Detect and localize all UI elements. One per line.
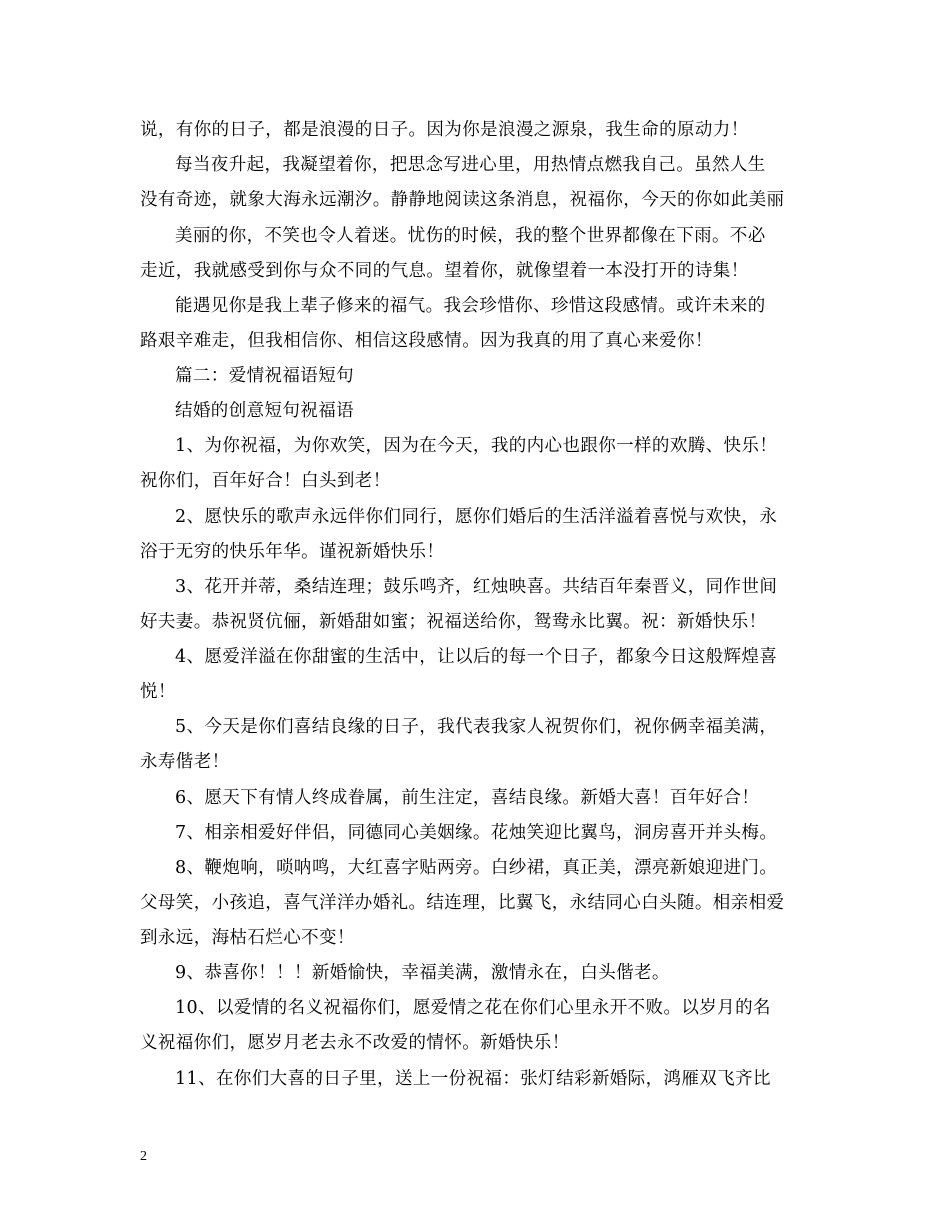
text-line: 能遇见你是我上辈子修来的福气。我会珍惜你、珍惜这段感情。或许未来的 — [175, 296, 766, 316]
page-number: 2 — [140, 1149, 147, 1164]
text-line: 每当夜升起，我凝望着你，把思念写进心里，用热情点燃我自己。虽然人生 — [175, 155, 766, 175]
text-line: 5、今天是你们喜结良缘的日子，我代表我家人祝贺你们，祝你俩幸福美满， — [175, 717, 778, 737]
text-line: 6、愿天下有情人终成眷属，前生注定，喜结良缘。新婚大喜！百年好合！ — [175, 788, 760, 808]
text-line: 美丽的你，不笑也令人着迷。忧伤的时候，我的整个世界都像在下雨。不必 — [175, 226, 766, 246]
text-line: 10、以爱情的名义祝福你们，愿爱情之花在你们心里永开不败。以岁月的名 — [175, 998, 771, 1018]
text-line: 11、在你们大喜的日子里，送上一份祝福：张灯结彩新婚际，鸿雁双飞齐比 — [175, 1069, 771, 1089]
text-line: 3、花开并蒂，桑结连理；鼓乐鸣齐，红烛映喜。共结百年秦晋义，同作世间 — [175, 577, 778, 597]
text-line: 1、为你祝福，为你欢笑，因为在今天，我的内心也跟你一样的欢腾、快乐！ — [175, 436, 778, 456]
text-line: 说，有你的日子，都是浪漫的日子。因为你是浪漫之源泉，我生命的原动力！ — [140, 120, 749, 140]
text-line: 4、愿爱洋溢在你甜蜜的生活中，让以后的每一个日子，都象今日这般辉煌喜 — [175, 647, 778, 667]
text-line: 父母笑，小孩追，喜气洋洋办婚礼。结连理，比翼飞，永结同心白头随。相亲相爱 — [140, 893, 785, 913]
section-heading: 篇二：爱情祝福语短句 — [175, 366, 354, 386]
text-line: 8、鞭炮响，唢呐鸣，大红喜字贴两旁。白纱裙，真正美，漂亮新娘迎进门。 — [175, 858, 778, 878]
text-line: 浴于无穷的快乐年华。谨祝新婚快乐！ — [140, 542, 445, 562]
text-line: 7、相亲相爱好伴侣，同德同心美姻缘。花烛笑迎比翼鸟，洞房喜开并头梅。 — [175, 823, 778, 843]
text-line: 没有奇迹，就象大海永远潮汐。静静地阅读这条消息，祝福你，今天的你如此美丽 — [140, 190, 785, 210]
text-line: 9、恭喜你！！！新婚愉快，幸福美满，激情永在，白头偕老。 — [175, 963, 670, 983]
text-line: 义祝福你们，愿岁月老去永不改爱的情怀。新婚快乐！ — [140, 1033, 570, 1053]
text-line: 永寿偕老！ — [140, 752, 230, 772]
text-line: 走近，我就感受到你与众不同的气息。望着你，就像望着一本没打开的诗集！ — [140, 261, 749, 281]
text-line: 祝你们，百年好合！白头到老！ — [140, 471, 391, 491]
text-line: 好夫妻。恭祝贤伉俪，新婚甜如蜜；祝福送给你，鸳鸯永比翼。祝：新婚快乐！ — [140, 612, 767, 632]
text-line: 悦！ — [140, 682, 176, 702]
text-line: 路艰辛难走，但我相信你、相信这段感情。因为我真的用了真心来爱你！ — [140, 331, 713, 351]
text-line: 2、愿快乐的歌声永远伴你们同行，愿你们婚后的生活洋溢着喜悦与欢快，永 — [175, 507, 778, 527]
subheading: 结婚的创意短句祝福语 — [175, 401, 354, 421]
text-line: 到永远，海枯石烂心不变！ — [140, 928, 355, 948]
